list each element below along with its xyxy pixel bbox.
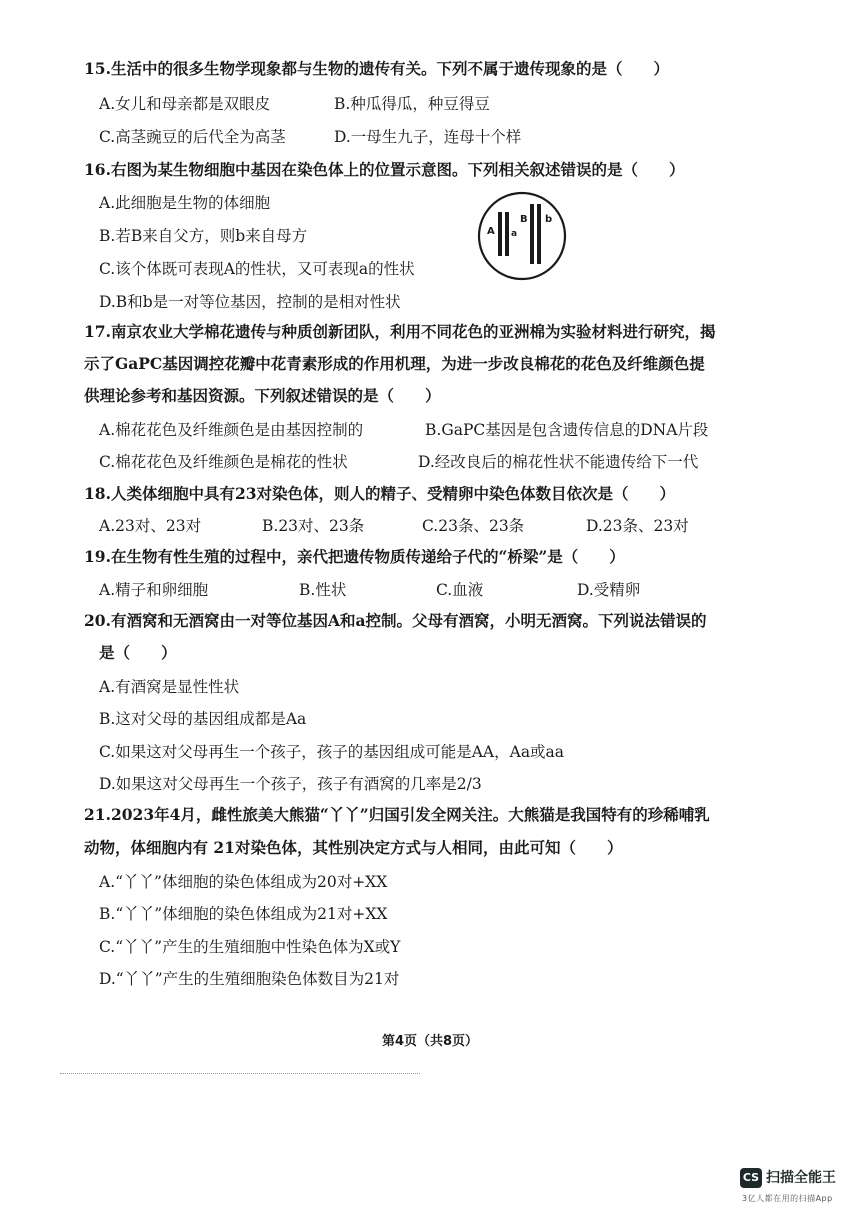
q20-stem-line2: 是（ ）	[99, 643, 177, 662]
chromosome-2b	[537, 204, 541, 264]
q15-option-d: D.一母生九子，连母十个样	[334, 128, 522, 146]
q21-stem-line2: 动物，体细胞内有 21对染色体，其性别决定方式与人相同，由此可知（ ）	[84, 838, 623, 857]
q21-option-c: C.“丫丫”产生的生殖细胞中性染色体为X或Y	[99, 938, 401, 956]
q18-option-a: A.23对、23对	[99, 517, 202, 535]
watermark-app-name: 扫描全能王	[766, 1170, 836, 1186]
q19-stem: 19.在生物有性生殖的过程中，亲代把遗传物质传递给子代的“桥梁”是（ ）	[84, 547, 625, 566]
q19-option-c: C.血液	[436, 581, 484, 599]
q16-option-d: D.B和b是一对等位基因，控制的是相对性状	[99, 293, 401, 311]
q18-option-d: D.23条、23对	[586, 517, 689, 535]
q21-option-b: B.“丫丫”体细胞的染色体组成为21对+XX	[99, 905, 388, 923]
q20-stem-line1: 20.有酒窝和无酒窝由一对等位基因A和a控制。父母有酒窝，小明无酒窝。下列说法错误的	[84, 611, 707, 630]
q17-option-b: B.GaPC基因是包含遗传信息的DNA片段	[425, 421, 709, 439]
q17-option-d: D.经改良后的棉花性状不能遗传给下一代	[418, 453, 699, 471]
gene-label-B: B	[520, 214, 528, 225]
q20-option-b: B.这对父母的基因组成都是Aa	[99, 710, 307, 728]
q18-option-c: C.23条、23条	[422, 517, 525, 535]
q20-option-d: D.如果这对父母再生一个孩子，孩子有酒窝的几率是2/3	[99, 775, 482, 793]
q15-option-b: B.种瓜得瓜，种豆得豆	[334, 95, 490, 113]
q20-option-c: C.如果这对父母再生一个孩子，孩子的基因组成可能是AA，Aa或aa	[99, 743, 565, 761]
gene-label-A: A	[487, 226, 495, 237]
q17-stem-line1: 17.南京农业大学棉花遗传与种质创新团队，利用不同花色的亚洲棉为实验材料进行研究，揭	[84, 322, 716, 341]
gene-label-a: a	[511, 229, 518, 239]
chromosome-1b	[505, 212, 509, 256]
q20-option-a: A.有酒窝是显性性状	[99, 678, 240, 696]
q18-option-b: B.23对、23条	[262, 517, 365, 535]
q16-option-b: B.若B来自父方，则b来自母方	[99, 227, 308, 245]
scan-artifact-line	[60, 1073, 420, 1074]
q17-option-a: A.棉花花色及纤维颜色是由基因控制的	[99, 421, 364, 439]
q15-option-c: C.高茎豌豆的后代全为高茎	[99, 128, 286, 146]
chromosome-1a	[498, 212, 502, 256]
q17-option-c: C.棉花花色及纤维颜色是棉花的性状	[99, 453, 348, 471]
q17-stem-line2: 示了GaPC基因调控花瓣中花青素形成的作用机理，为进一步改良棉花的花色及纤维颜色提	[84, 354, 705, 373]
chromosome-cell-diagram	[476, 190, 568, 282]
q19-option-a: A.精子和卵细胞	[99, 581, 209, 599]
q16-option-c: C.该个体既可表现A的性状，又可表现a的性状	[99, 260, 415, 278]
q19-option-b: B.性状	[299, 581, 347, 599]
q15-stem: 15.生活中的很多生物学现象都与生物的遗传有关。下列不属于遗传现象的是（ ）	[84, 59, 669, 78]
q18-stem: 18.人类体细胞中具有23对染色体，则人的精子、受精卵中染色体数目依次是（ ）	[84, 484, 676, 503]
q16-option-a: A.此细胞是生物的体细胞	[99, 194, 271, 212]
q16-stem: 16.右图为某生物细胞中基因在染色体上的位置示意图。下列相关叙述错误的是（ ）	[84, 160, 685, 179]
chromosome-2a	[530, 204, 534, 264]
page-number: 第4页（共8页）	[381, 1034, 479, 1049]
watermark-tagline: 3亿人都在用的扫描App	[742, 1194, 833, 1203]
q21-stem-line1: 21.2023年4月，雌性旅美大熊猫“丫丫”归国引发全网关注。大熊猫是我国特有的珍稀哺乳	[84, 805, 710, 824]
camscanner-logo-icon: CS	[740, 1168, 762, 1188]
scanner-watermark	[738, 1165, 850, 1209]
q15-option-a: A.女儿和母亲都是双眼皮	[99, 95, 271, 113]
q21-option-a: A.“丫丫”体细胞的染色体组成为20对+XX	[99, 873, 388, 891]
q19-option-d: D.受精卵	[577, 581, 641, 599]
gene-label-b: b	[545, 214, 553, 225]
q21-option-d: D.“丫丫”产生的生殖细胞染色体数目为21对	[99, 970, 400, 988]
q17-stem-line3: 供理论参考和基因资源。下列叙述错误的是（ ）	[84, 386, 441, 405]
